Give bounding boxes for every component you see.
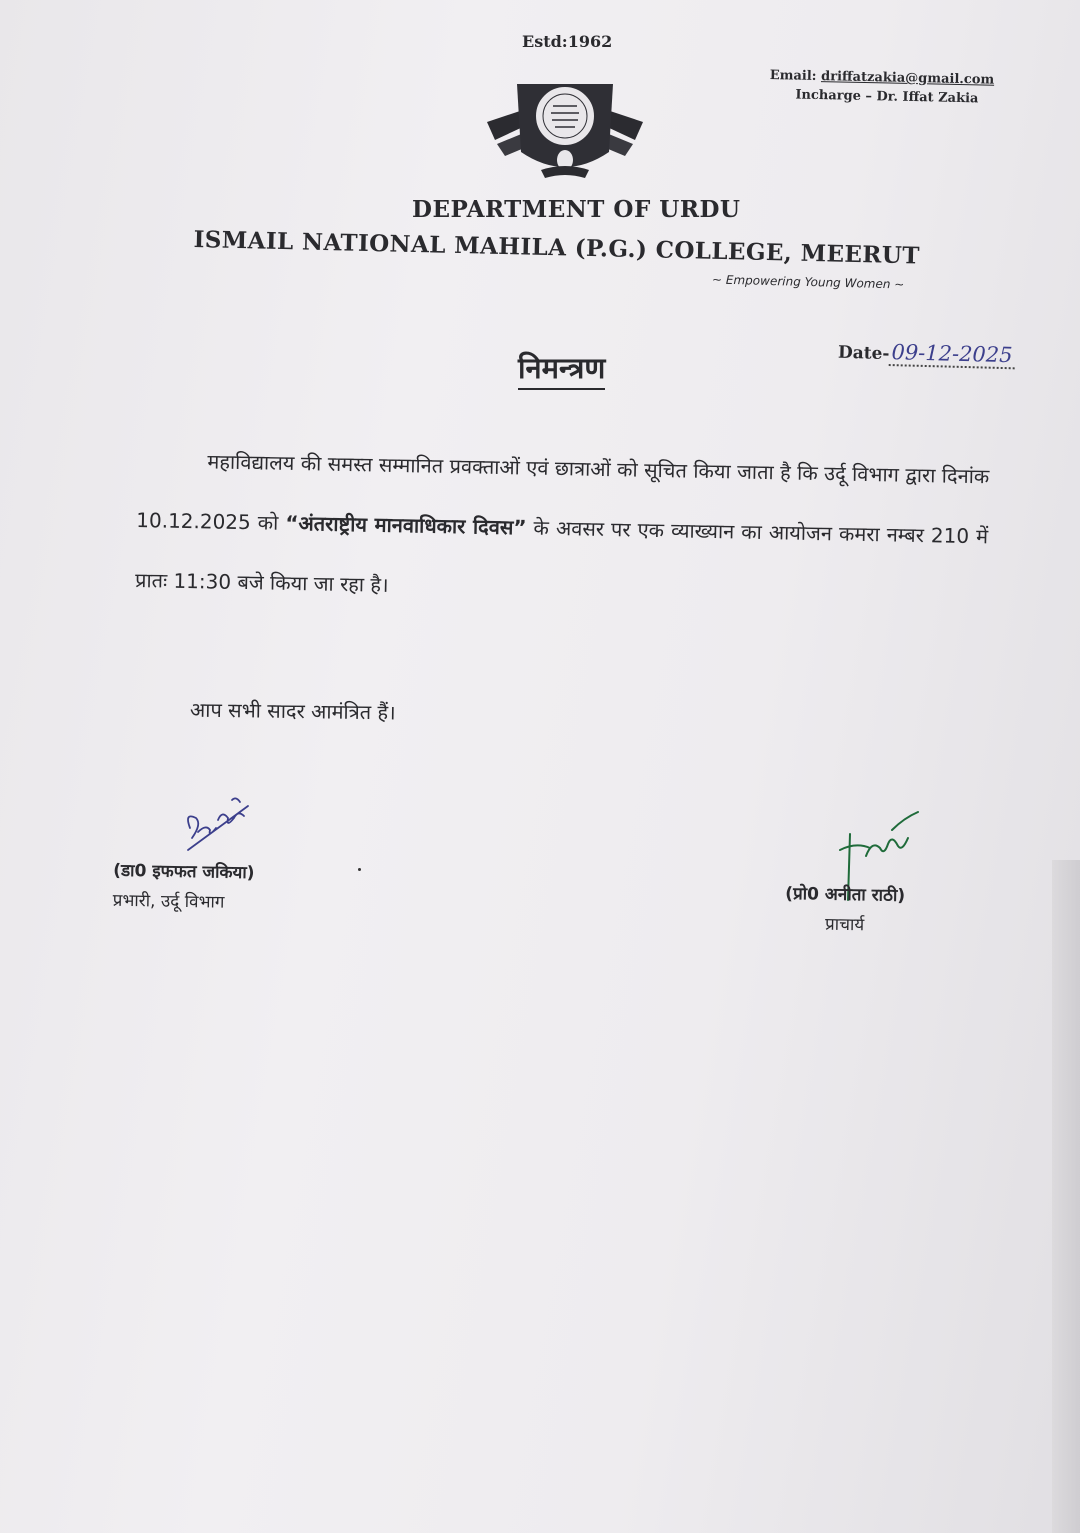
event-name: “अंतराष्ट्रीय मानवाधिकार दिवस”: [285, 510, 527, 540]
college-name: ISMAIL NATIONAL MAHILA (P.G.) COLLEGE, MEERUT: [193, 226, 921, 270]
principal-signatory: [784, 879, 905, 941]
invitation-heading: निमन्त्रण: [518, 348, 605, 390]
date-field: [838, 339, 1015, 370]
incharge-signatory: [112, 856, 254, 918]
established-year: Estd:1962: [522, 32, 613, 51]
underlying-page-edge: [1052, 860, 1080, 1533]
incharge-signature: [178, 788, 258, 858]
college-emblem: [485, 74, 645, 184]
department-name: DEPARTMENT OF URDU: [412, 196, 741, 223]
principal-name: (प्रो0 अनीता राठी): [785, 883, 906, 907]
body-text-start: महाविद्यालय की समस्त सम्मानित प्रवक्ताओं एवं छात्राओं को सूचित किया जाता है कि उर्दू विभाग द्वारा दिनांक 10.12.2025 को: [136, 449, 990, 535]
date-label: Date-: [837, 342, 890, 365]
email-label: Email:: [769, 67, 817, 84]
invitation-body: [135, 430, 990, 626]
incharge-name: (डा0 इफफत जकिया): [113, 860, 255, 884]
principal-title: प्राचार्य: [824, 914, 865, 936]
incharge-line: Incharge – Dr. Iffat Zakia: [795, 87, 979, 107]
contact-block: [769, 66, 1000, 109]
ink-dot: [358, 868, 361, 871]
email-address: driffatzakia@gmail.com: [820, 69, 995, 88]
date-value: 09-12-2025: [889, 340, 1015, 369]
college-tagline: ~ Empowering Young Women ~: [711, 272, 905, 292]
welcome-line: आप सभी सादर आमंत्रित हैं।: [189, 697, 396, 725]
incharge-title: प्रभारी, उर्दू विभाग: [112, 890, 225, 913]
body-text-end: के अवसर पर एक व्याख्यान का आयोजन कमरा नम्बर 210 में प्रातः 11:30 बजे किया जा रहा है।: [134, 515, 989, 597]
